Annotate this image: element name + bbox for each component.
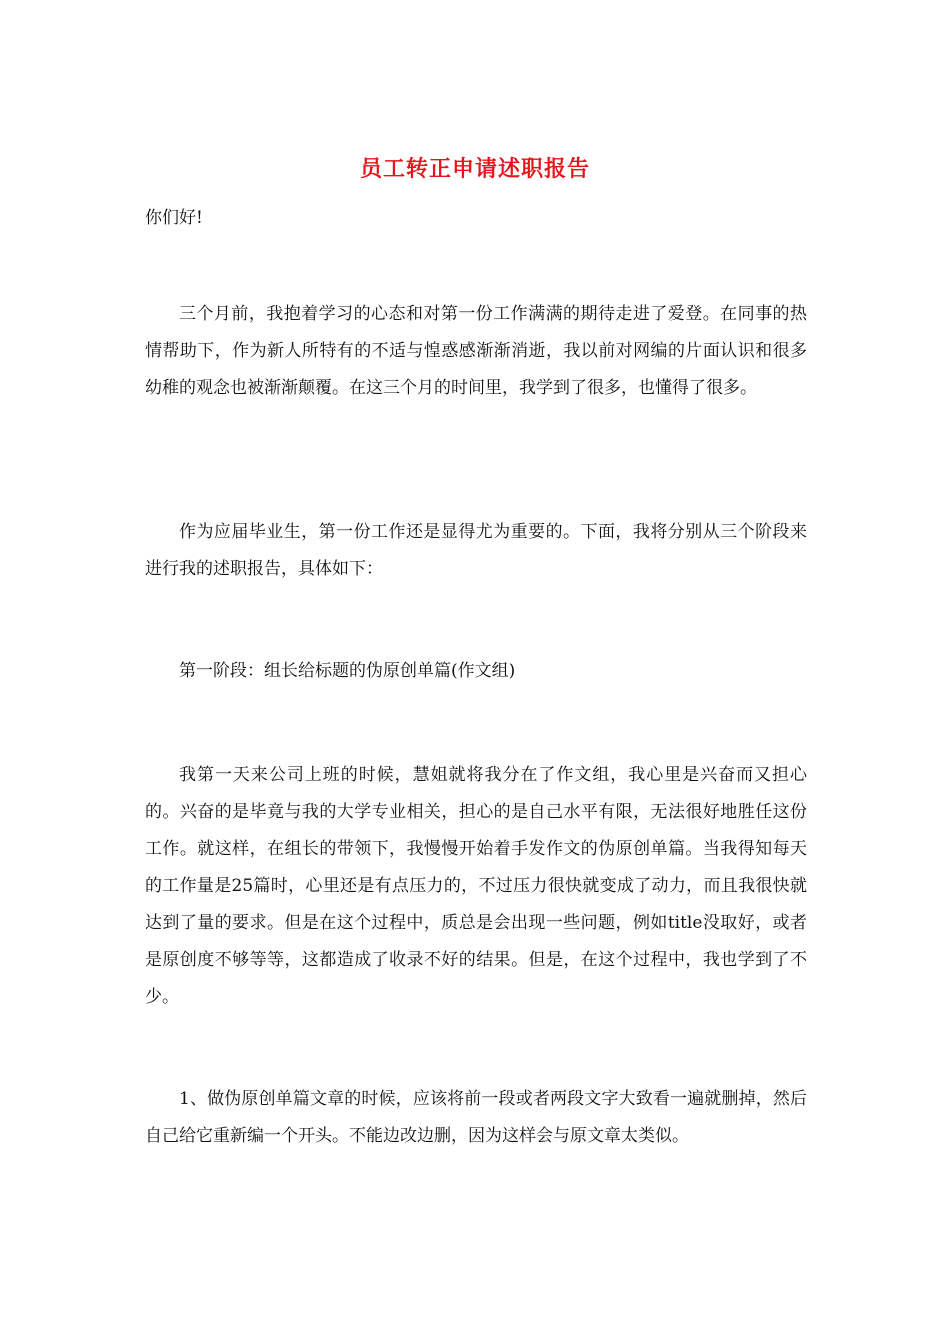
paragraph-intro: 三个月前，我抱着学习的心态和对第一份工作满满的期待走进了爱登。在同事的热情帮助下，作为新人所特有的不适与惶惑感渐渐消逝，我以前对网编的片面认识和很多幼稚的观念也被渐渐颠覆。在这三个月的时间里，我学到了很多，也懂得了很多。 [145,304,807,398]
paragraph-stage-one-body: 我第一天来公司上班的时候，慧姐就将我分在了作文组，我心里是兴奋而又担心的。兴奋的是毕竟与我的大学专业相关，担心的是自己水平有限，无法很好地胜任这份工作。就这样，在组长的带领下，我慢慢开始着手发作文的伪原创单篇。当我得知每天的工作量是25篇时，心里还是有点压力的，不过压力很快就变成了动力，而且我很快就达到了量的要求。但是在这个过程中，质总是会出现一些问题，例如title没取好，或者是原创度不够等等，这都造成了收录不好的结果。但是，在这个过程中，我也学到了不少。 [145,765,807,1007]
paragraph-overview: 作为应届毕业生，第一份工作还是显得尤为重要的。下面，我将分别从三个阶段来进行我的述职报告，具体如下： [145,522,807,579]
greeting-text: 你们好! [145,208,203,228]
paragraph-point-one: 1、做伪原创单篇文章的时候，应该将前一段或者两段文字大致看一遍就删掉，然后自己给它重新编一个开头。不能边改边删，因为这样会与原文章太类似。 [145,1089,807,1146]
section-heading-stage-one: 第一阶段：组长给标题的伪原创单篇(作文组) [179,661,516,681]
document-title: 员工转正申请述职报告 [359,157,590,182]
